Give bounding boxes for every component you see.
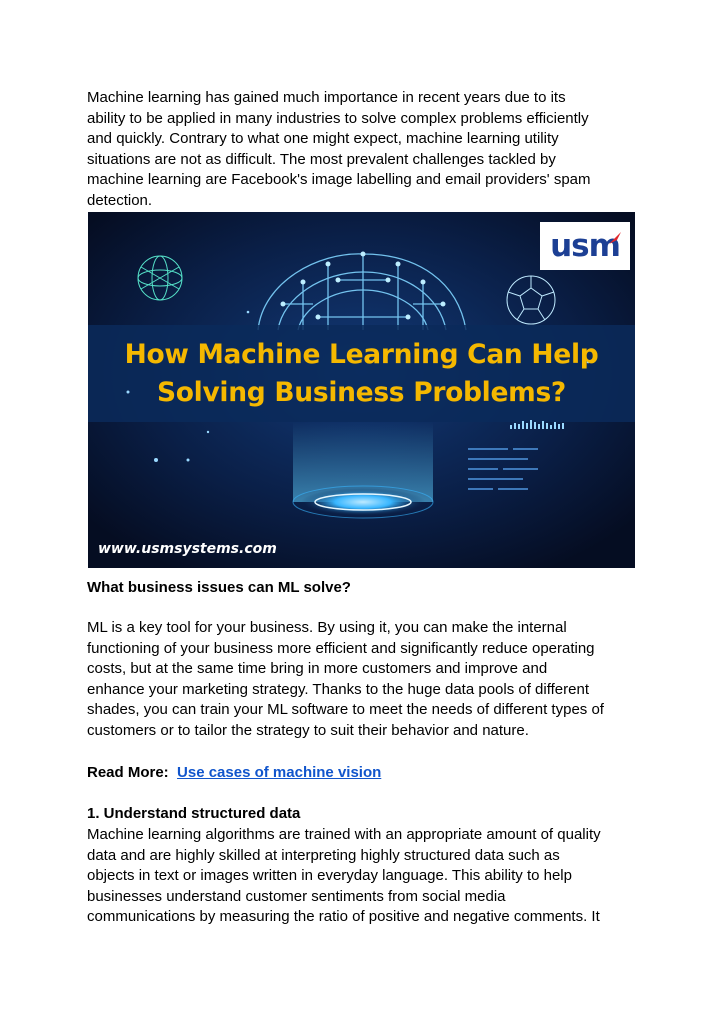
usm-logo — [540, 222, 630, 270]
hologram-pad-graphic — [301, 488, 425, 516]
logo-swoosh-icon — [608, 231, 622, 245]
point1-heading: 1. Understand structured data — [87, 805, 301, 822]
intro-line: machine learning are Facebook's image labelling and email providers' spam — [87, 171, 591, 189]
point1-paragraph — [87, 825, 647, 928]
point1-line: Machine learning algorithms are trained with an appropriate amount of quality — [87, 826, 601, 843]
read-more-line — [87, 763, 647, 784]
article-banner-image — [88, 212, 635, 568]
use-cases-link[interactable]: Use cases of machine vision — [177, 764, 382, 781]
intro-line: ability to be applied in many industries to solve complex problems efficiently — [87, 109, 589, 127]
banner-url: www.usmsystems.com — [98, 541, 277, 557]
intro-line: Machine learning has gained much importance in recent years due to its — [87, 89, 566, 106]
logo-text: usm — [550, 228, 620, 264]
point1-line: businesses understand customer sentiments from social media — [87, 887, 506, 905]
ml-line: ML is a key tool for your business. By using it, you can make the internal — [87, 619, 567, 636]
intro-paragraph — [87, 88, 647, 212]
ml-paragraph — [87, 618, 647, 742]
banner-title-line: How Machine Learning Can Help — [124, 338, 599, 370]
section-heading: What business issues can ML solve? — [87, 579, 351, 596]
ml-line: enhance your marketing strategy. Thanks to the huge data pools of different — [87, 680, 589, 698]
point1-line: objects in text or images written in everyday language. This ability to help — [87, 867, 572, 885]
ml-line: shades, you can train your ML software to meet the needs of different types of — [87, 701, 604, 719]
intro-line: situations are not as difficult. The most prevalent challenges tackled by — [87, 150, 556, 168]
intro-line: detection. — [87, 191, 153, 209]
intro-line: and quickly. Contrary to what one might expect, machine learning utility — [87, 130, 559, 148]
ml-line: functioning of your business more efficient and significantly reduce operating — [87, 639, 595, 657]
point1-line: data and are highly skilled at interpreting highly structured data such as — [87, 846, 560, 864]
banner-title — [88, 325, 635, 422]
read-more-label: Read More: — [87, 764, 169, 781]
ml-line: costs, but at the same time bring in more customers and improve and — [87, 660, 548, 678]
point1-line: communications by measuring the ratio of positive and negative comments. It — [87, 908, 600, 926]
banner-title-line: Solving Business Problems? — [156, 376, 566, 408]
ml-line: customers or to tailor the strategy to suit their behavior and nature. — [87, 721, 529, 739]
